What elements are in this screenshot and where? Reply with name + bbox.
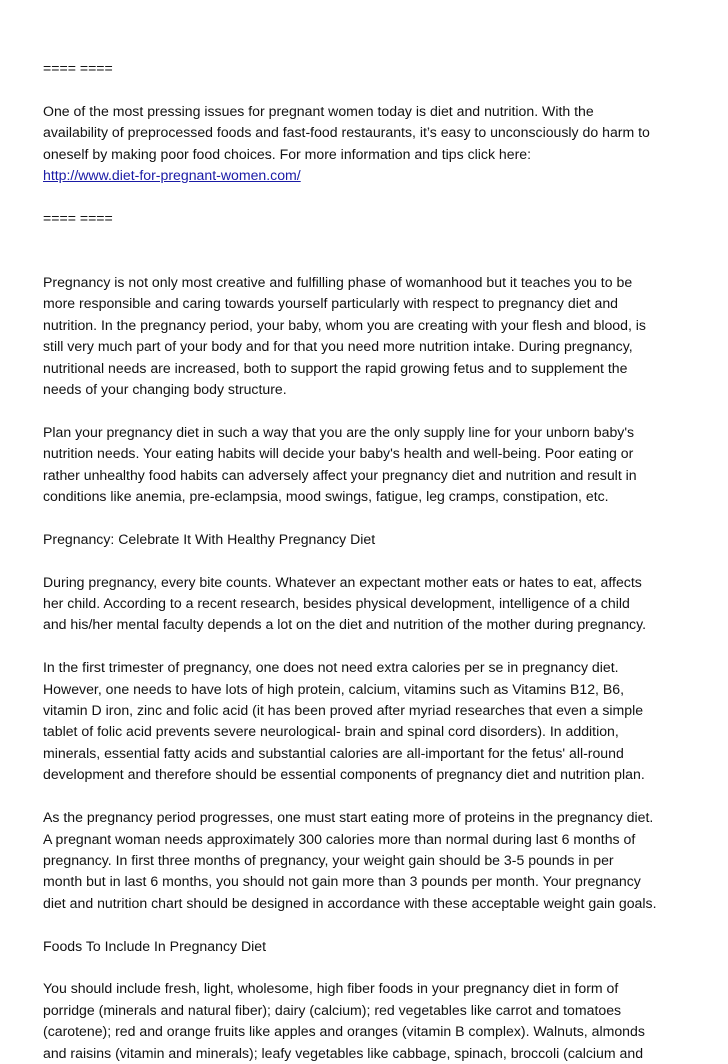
text-line: conditions like anemia, pre-eclampsia, mood swings, fatigue, leg cramps, constipation, etc. bbox=[43, 488, 609, 505]
text-line: porridge (minerals and natural fiber); dairy (calcium); red vegetables like carrot and tomatoes bbox=[43, 1001, 622, 1018]
text-line: tablet of folic acid prevents severe neurological- brain and spinal cord disorders). In addition, bbox=[43, 723, 619, 740]
text-line: In the first trimester of pregnancy, one does not need extra calories per se in pregnancy diet. bbox=[43, 659, 619, 676]
diet-website-link[interactable]: http://www.diet-for-pregnant-women.com/ bbox=[43, 167, 301, 184]
text-line: month but in last 6 months, you should not gain more than 3 pounds per month. Your pregnancy bbox=[43, 873, 641, 890]
paragraph-4 bbox=[43, 657, 693, 785]
spacer bbox=[43, 786, 693, 807]
spacer bbox=[43, 957, 693, 978]
paragraph-2 bbox=[43, 422, 693, 508]
spacer bbox=[43, 507, 693, 528]
text-line: Pregnancy is not only most creative and fulfilling phase of womanhood but it teaches you to be bbox=[43, 274, 633, 291]
text-line: nutrition. In the pregnancy period, your baby, whom you are creating with your flesh and blood, is bbox=[43, 316, 646, 333]
text-line: pregnancy. In first three months of pregnancy, your weight gain should be 3-5 pounds in per bbox=[43, 851, 614, 868]
text-line: As the pregnancy period progresses, one must start eating more of proteins in the pregnancy diet. bbox=[43, 809, 654, 826]
text-line: and raisins (vitamin and minerals); leafy vegetables like cabbage, spinach, broccoli (calcium and bbox=[43, 1044, 644, 1061]
spacer bbox=[43, 186, 693, 207]
text-line: more responsible and caring towards yourself particularly with respect to pregnancy diet and bbox=[43, 295, 619, 312]
spacer bbox=[43, 400, 693, 421]
text-line: Plan your pregnancy diet in such a way that you are the only supply line for your unborn baby's bbox=[43, 423, 635, 440]
section-heading: Pregnancy: Celebrate It With Healthy Pregnancy Diet bbox=[43, 530, 376, 547]
paragraph-1 bbox=[43, 272, 693, 400]
text-line: You should include fresh, light, wholesome, high fiber foods in your pregnancy diet in form of bbox=[43, 980, 619, 997]
spacer bbox=[43, 229, 693, 272]
spacer bbox=[43, 636, 693, 657]
intro-line: oneself by making poor food choices. For more information and tips click here: bbox=[43, 145, 532, 162]
spacer bbox=[43, 79, 693, 100]
text-line: needs of your changing body structure. bbox=[43, 381, 287, 398]
document-page bbox=[43, 58, 693, 1064]
separator-top: ==== ==== bbox=[43, 60, 113, 76]
section-heading: Foods To Include In Pregnancy Diet bbox=[43, 937, 267, 954]
text-line: During pregnancy, every bite counts. Whatever an expectant mother eats or hates to eat, affects bbox=[43, 573, 642, 590]
text-line: diet and nutrition chart should be designed in accordance with these acceptable weight gain goals. bbox=[43, 894, 657, 911]
text-line: her child. According to a recent research, besides physical development, intelligence of a child bbox=[43, 595, 630, 612]
paragraph-6 bbox=[43, 978, 693, 1064]
text-line: rather unhealthy food habits can adversely affect your pregnancy diet and nutrition and result in bbox=[43, 466, 637, 483]
text-line: vitamin D iron, zinc and folic acid (it has been proved after myriad researches that even a simple bbox=[43, 702, 644, 719]
text-line: still very much part of your body and for that you need more nutrition intake. During pregnancy, bbox=[43, 338, 633, 355]
paragraph-3 bbox=[43, 572, 693, 636]
intro-line: availability of preprocessed foods and fast-food restaurants, it’s easy to unconsciously do harm to bbox=[43, 124, 650, 141]
text-line: and his/her mental faculty depends a lot on the diet and nutrition of the mother during pregnancy. bbox=[43, 616, 647, 633]
text-line: nutritional needs are increased, both to support the rapid growing fetus and to supplement the bbox=[43, 359, 628, 376]
spacer bbox=[43, 550, 693, 571]
text-line: nutrition needs. Your eating habits will decide your baby's health and well-being. Poor eating or bbox=[43, 445, 634, 462]
text-line: However, one needs to have lots of high protein, calcium, vitamins such as Vitamins B12, B6, bbox=[43, 680, 625, 697]
intro-line: One of the most pressing issues for pregnant women today is diet and nutrition. With the bbox=[43, 102, 594, 119]
text-line: minerals, essential fatty acids and substantial calories are all-important for the fetus' all-round bbox=[43, 744, 624, 761]
text-line: (carotene); red and orange fruits like apples and oranges (vitamin B complex). Walnuts, almonds bbox=[43, 1023, 645, 1040]
intro-paragraph bbox=[43, 101, 693, 187]
separator-bottom: ==== ==== bbox=[43, 209, 113, 226]
spacer bbox=[43, 914, 693, 935]
text-line: development and therefore should be essential components of pregnancy diet and nutrition plan. bbox=[43, 766, 645, 783]
text-line: A pregnant woman needs approximately 300 calories more than normal during last 6 months of bbox=[43, 830, 636, 847]
paragraph-5 bbox=[43, 807, 693, 914]
